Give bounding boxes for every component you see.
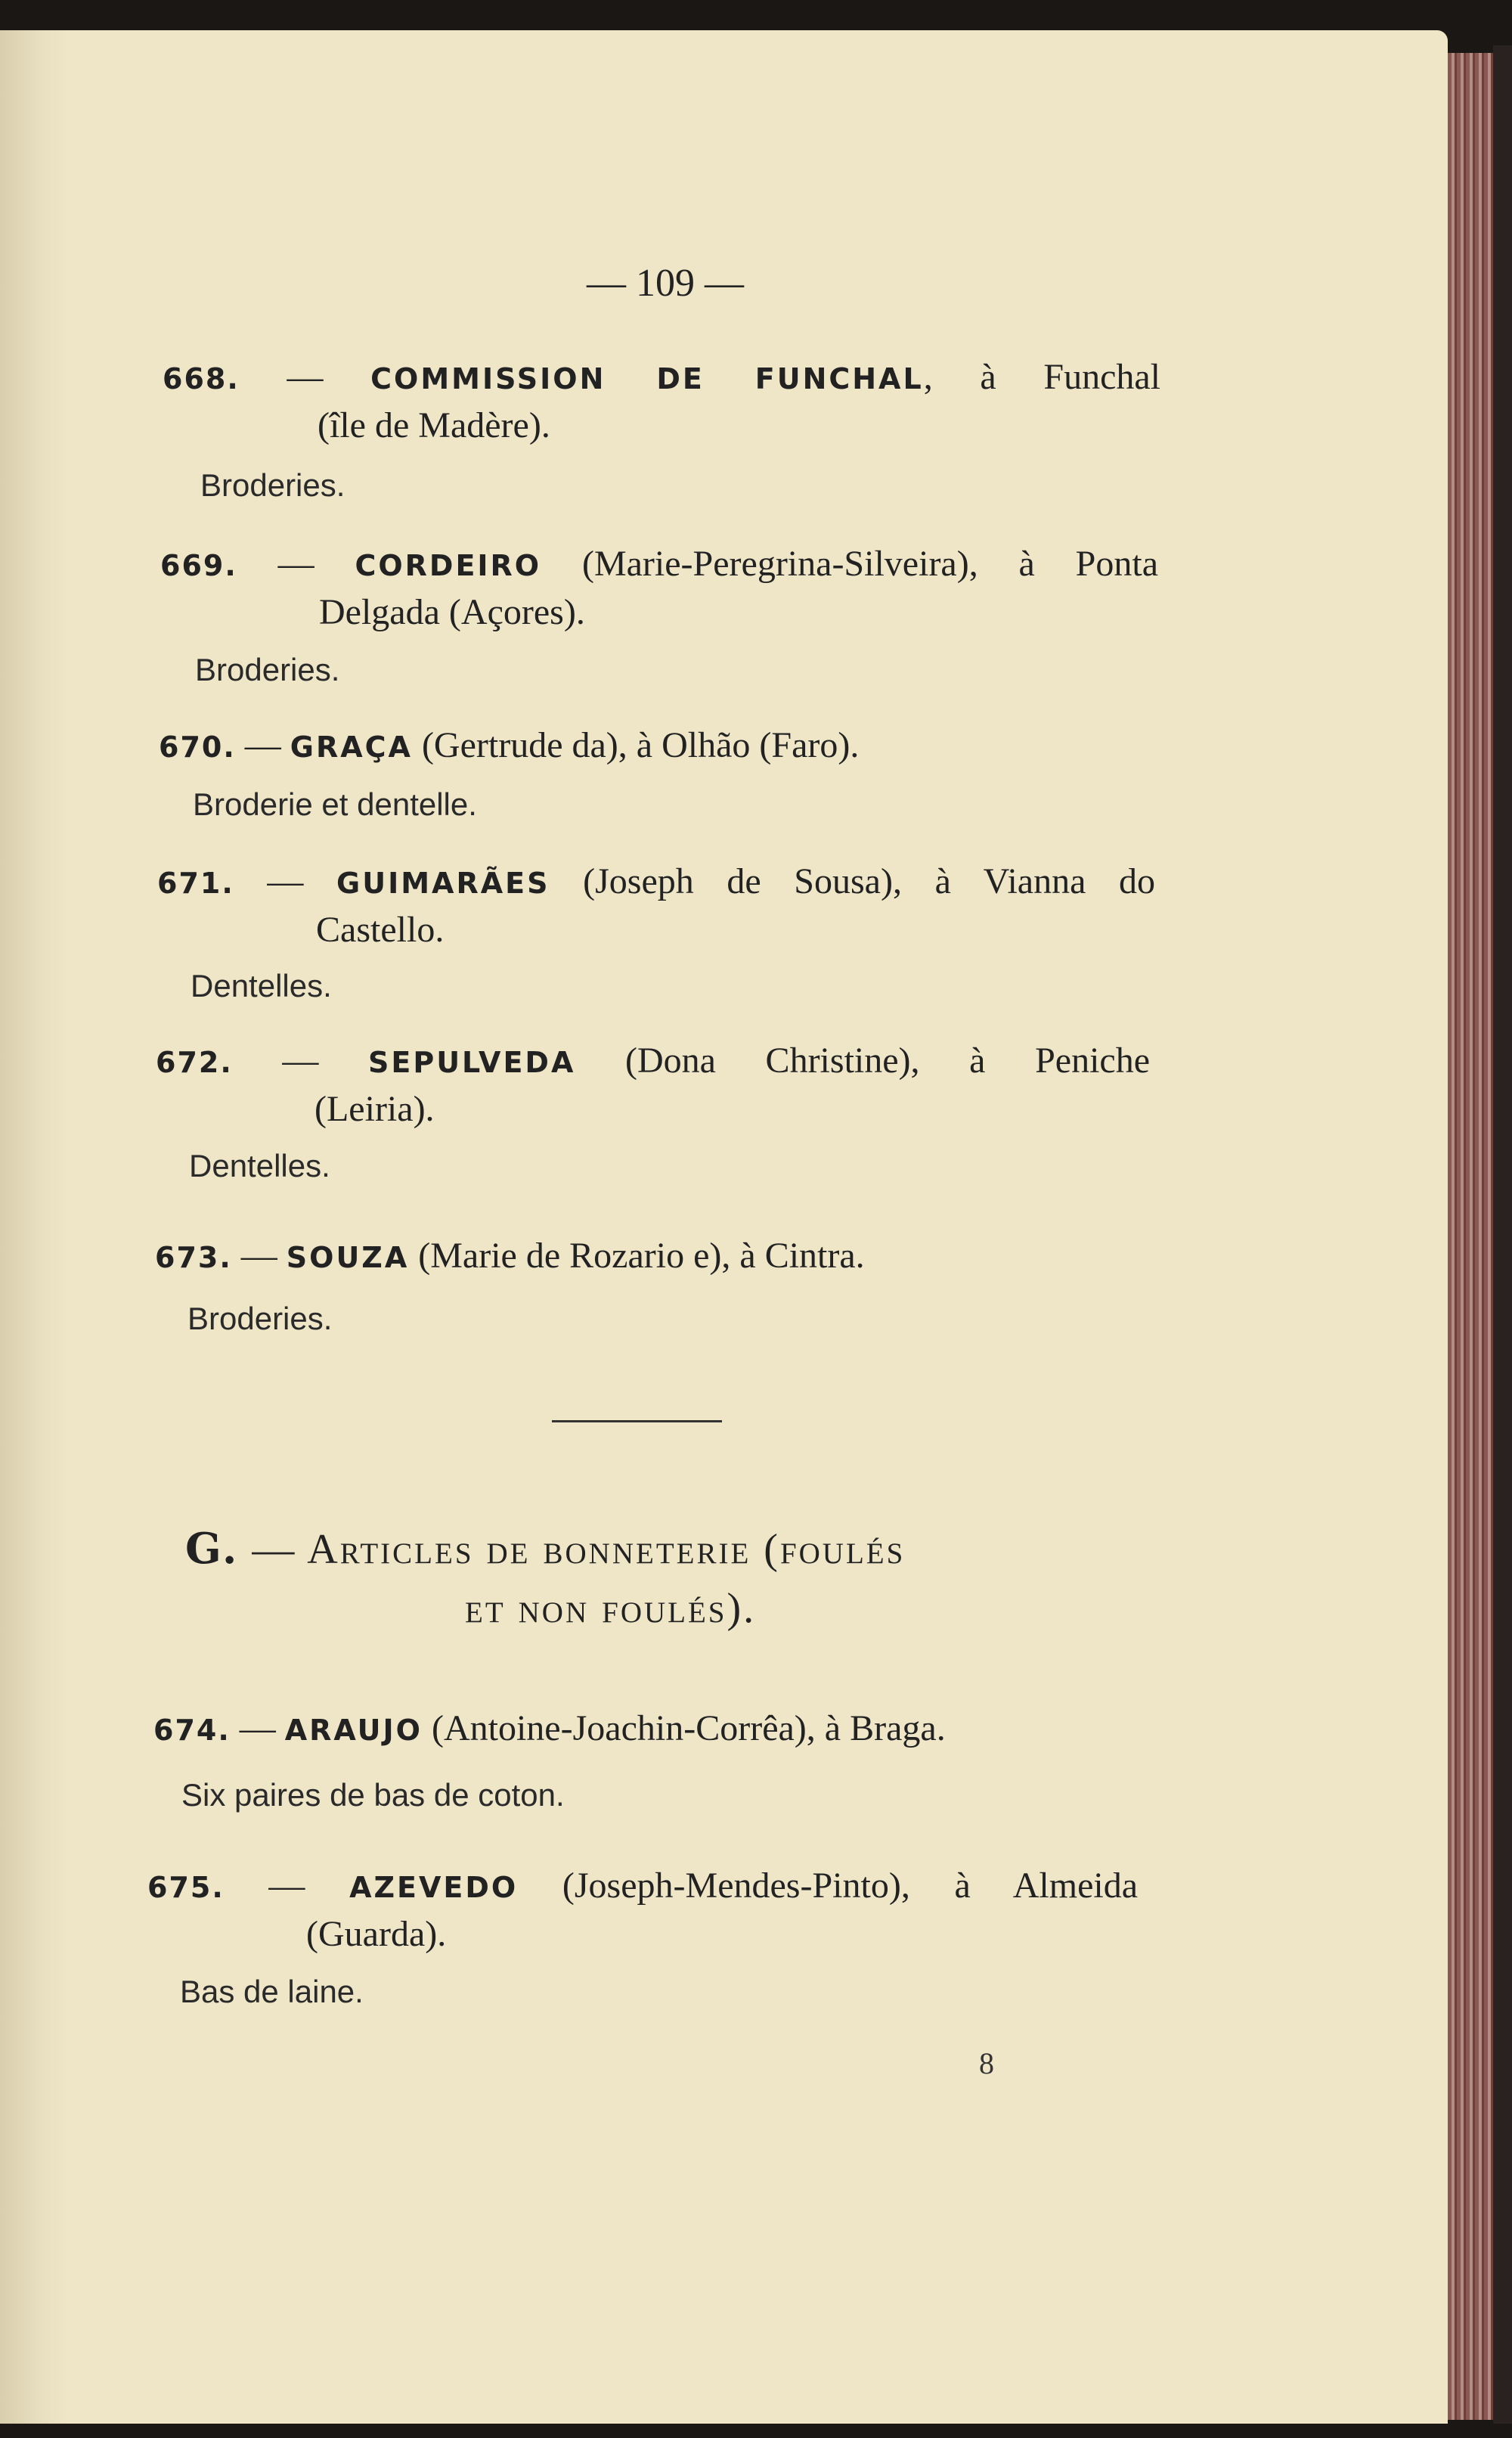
entry-dash: — [239, 1708, 276, 1748]
section-heading [185, 1524, 905, 1574]
entry-dash: — [244, 725, 281, 765]
section-heading-line2 [465, 1584, 756, 1633]
entry-dash: — [240, 1236, 277, 1276]
entry-672 [156, 1038, 1150, 1133]
entry-location: , à Funchal [923, 357, 1161, 397]
signature-mark: 8 [979, 2046, 994, 2080]
page-number: — 109 — [587, 262, 744, 305]
page-edges [1448, 53, 1493, 2420]
entry-name: ARAUJO [284, 1714, 423, 1747]
section-title-line1: Articles de bonneterie (foulés [307, 1526, 906, 1573]
entry-number: 671. [157, 867, 234, 900]
entry-description: Broderies. [200, 467, 345, 503]
entry-dash: — [282, 1041, 319, 1081]
entry-description: Dentelles. [191, 968, 332, 1003]
section-letter: G. [185, 1524, 240, 1574]
entry-675 [147, 1863, 1138, 1958]
entry-name: AZEVEDO [349, 1871, 519, 1904]
entry-name: SOUZA [286, 1241, 410, 1274]
entry-description: Six paires de bas de coton. [181, 1777, 565, 1813]
background-edge [1493, 45, 1512, 2438]
entry-number: 668. [163, 362, 240, 395]
entry-description: Bas de laine. [180, 1974, 364, 2009]
entry-description: Broderies. [195, 652, 340, 687]
entry-number: 672. [156, 1046, 233, 1079]
entry-670 [159, 722, 859, 771]
entry-name: SEPULVEDA [368, 1046, 576, 1079]
entry-dash: — [267, 861, 304, 901]
entry-number: 669. [160, 549, 237, 582]
entry-location: (Dona Christine), à Peniche [624, 1041, 1151, 1081]
entry-number: 670. [159, 730, 236, 764]
entry-continuation: Castello. [316, 910, 445, 950]
entry-continuation: (île de Madère). [318, 405, 550, 445]
entry-location: (Marie-Peregrina-Silveira), à Ponta [581, 544, 1159, 584]
entry-number: 673. [155, 1241, 232, 1274]
entry-continuation: Delgada (Açores). [319, 592, 585, 632]
entry-number: 675. [147, 1871, 225, 1904]
background-bottom [0, 2424, 1512, 2438]
entry-dash: — [287, 357, 324, 397]
entry-description: Dentelles. [189, 1148, 330, 1183]
entry-name: GRAÇA [290, 730, 413, 764]
entry-dash: — [268, 1866, 305, 1906]
section-divider [552, 1420, 722, 1422]
entry-location: (Antoine-Joachin-Corrêa), à Braga. [431, 1708, 946, 1748]
entry-669 [160, 541, 1158, 636]
entry-number: 674. [153, 1714, 231, 1747]
entry-location: (Gertrude da), à Olhão (Faro). [421, 725, 860, 765]
entry-673 [155, 1233, 865, 1281]
entry-location: (Joseph de Sousa), à Vianna do [583, 861, 1156, 901]
entry-668 [163, 354, 1160, 449]
entry-dash: — [277, 544, 314, 584]
entry-671 [157, 858, 1155, 954]
entry-name: GUIMARÃES [336, 867, 550, 900]
entry-description: Broderies. [187, 1301, 333, 1336]
entry-674 [153, 1705, 946, 1754]
page-gutter [0, 30, 68, 2424]
entry-name: CORDEIRO [355, 549, 542, 582]
entry-continuation: (Leiria). [314, 1089, 435, 1129]
entry-continuation: (Guarda). [306, 1914, 447, 1954]
entry-name: COMMISSION DE FUNCHAL [370, 362, 924, 395]
section-title-line2: et non foulés). [465, 1585, 757, 1632]
entry-location: (Marie de Rozario e), à Cintra. [418, 1236, 865, 1276]
entry-description: Broderie et dentelle. [193, 786, 477, 822]
entry-location: (Joseph-Mendes-Pinto), à Almeida [562, 1866, 1139, 1906]
section-dash: — [252, 1526, 297, 1573]
